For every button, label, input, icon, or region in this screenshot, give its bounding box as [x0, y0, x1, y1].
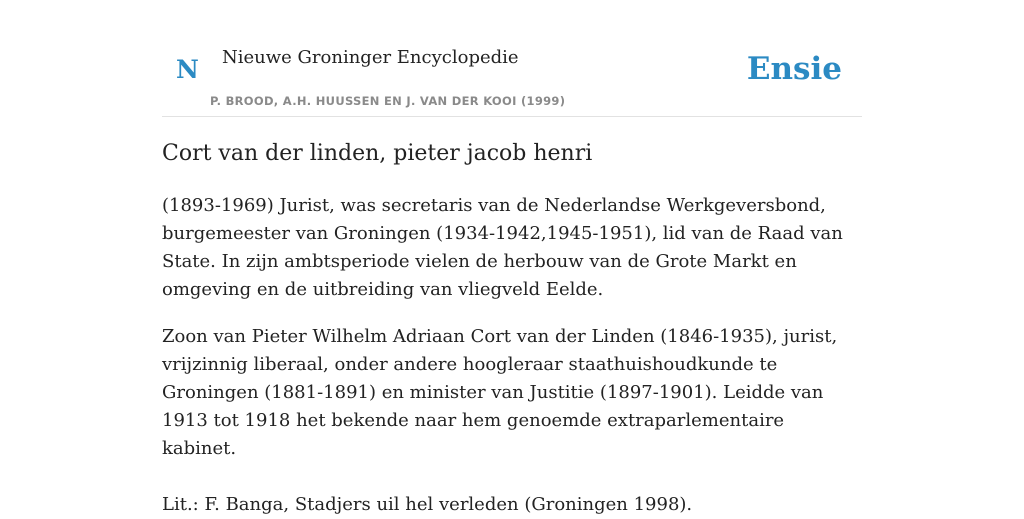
entry-content	[162, 139, 862, 519]
book-title-link[interactable]: Nieuwe Groninger Encyclopedie	[222, 47, 519, 68]
entry-paragraph: (1893-1969) Jurist, was secretaris van de Nederlandse Werkgeversbond, burgemeester van Groningen (1934-1942,1945-1951), lid van de Raad van State. In zijn ambtsperiode vielen de herbouw van de Grote Markt en omgeving en de uitbreiding van vliegveld Eelde.	[162, 195, 843, 300]
page-header	[162, 0, 862, 117]
book-logo-icon[interactable]: N	[176, 55, 199, 84]
book-authors: P. BROOD, A.H. HUUSSEN EN J. VAN DER KOOI (1999)	[210, 94, 566, 108]
ensie-logo-link[interactable]: Ensie	[746, 51, 842, 87]
entry-paragraph: Zoon van Pieter Wilhelm Adriaan Cort van der Linden (1846-1935), jurist, vrijzinnig liberaal, onder andere hoogleraar staathuishoudkunde te Groningen (1881-1891) en minister van Justitie (1897-1901). Leidde van 1913 tot 1918 het bekende naar hem genoemde extraparlementaire kabinet.	[162, 326, 838, 459]
entry-title: Cort van der linden, pieter jacob henri	[162, 141, 593, 166]
entry-literature: Lit.: F. Banga, Stadjers uil hel verleden (Groningen 1998).	[162, 494, 693, 515]
